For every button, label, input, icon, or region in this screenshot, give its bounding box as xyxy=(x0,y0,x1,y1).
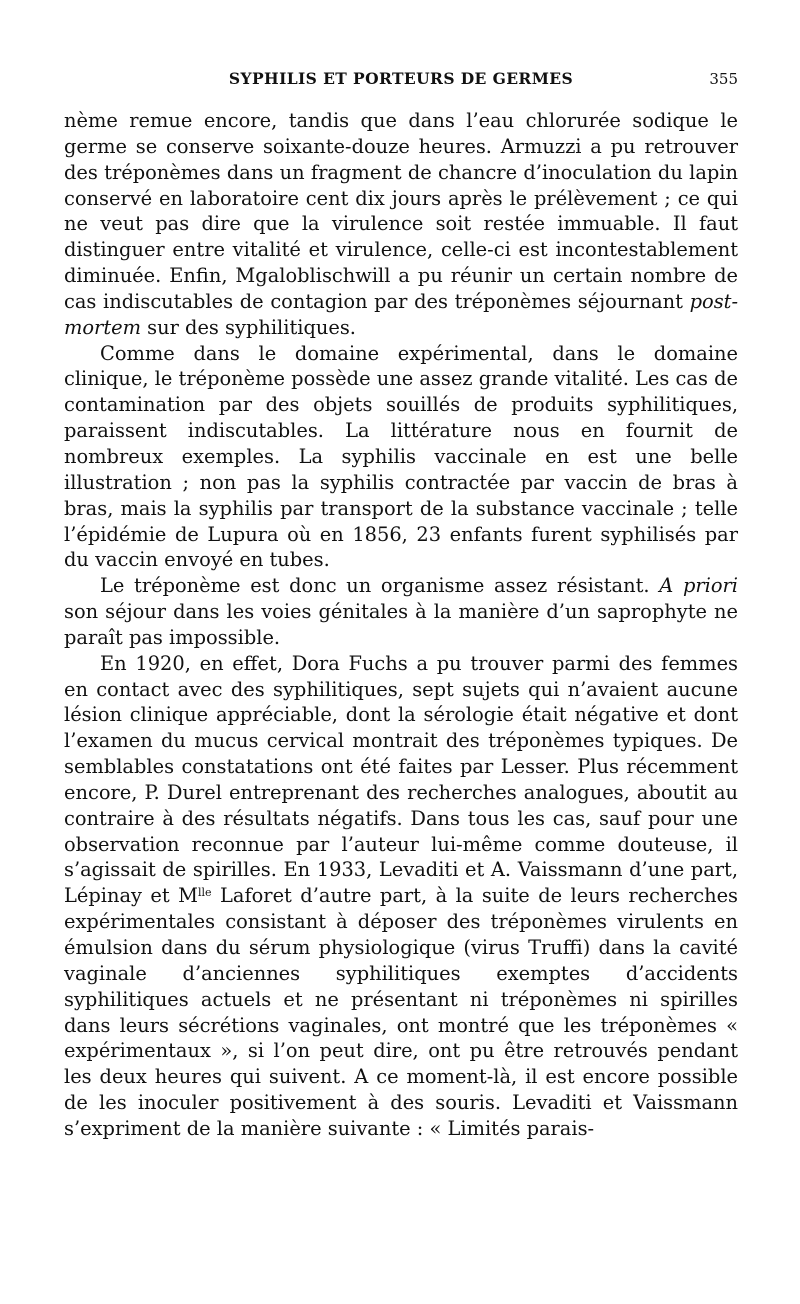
paragraph xyxy=(64,651,738,1142)
body-text xyxy=(64,108,738,1142)
text-run: nème remue encore, tandis que dans l’eau chlorurée sodique le germe se conserve soixante-douze heures. Armuzzi a pu retrouver des tréponèmes dans un fragment de chancre d’inoculation du lapin conservé en laboratoire cent dix jours après le prélèvement ; ce qui ne veut pas dire que la virulence soit restée immuable. Il faut distinguer entre vitalité et virulence, celle-ci est incontestablement diminuée. Enfin, Mgaloblischwill a pu réunir un certain nombre de cas indiscutables de contagion par des tréponèmes séjournant xyxy=(64,109,738,313)
text-run: Le tréponème est donc un organisme assez résistant. xyxy=(100,574,660,598)
text-run: son séjour dans les voies génitales à la manière d’un saprophyte ne paraît pas impossible. xyxy=(64,600,738,649)
text-run: sur des syphilitiques. xyxy=(141,315,356,339)
paragraph xyxy=(64,341,738,574)
running-head xyxy=(64,66,738,92)
superscript: lle xyxy=(198,886,212,900)
page-number: 355 xyxy=(709,70,738,88)
text-run: Comme dans le domaine expérimental, dans le domaine clinique, le tréponème possède une assez grande vitalité. Les cas de contamination par des objets souillés de produits syphilitiques, paraissent indiscutables. La littérature nous en fournit de nombreux exemples. La syphilis vaccinale en est une belle illustration ; non pas la syphilis contractée par vaccin de bras à bras, mais la syphilis par transport de la substance vaccinale ; telle l’épidémie de Lupura où en 1856, 23 enfants furent syphilisés par du vaccin envoyé en tubes. xyxy=(64,341,738,572)
italic-term: post-mortem xyxy=(64,289,738,339)
text-run: Laforet d’autre part, à la suite de leurs recherches expérimentales consistant à déposer des tréponèmes virulents en émulsion dans du sérum physiologique (virus Truffi) dans la cavité vaginale d’anciennes syphilitiques exemptes d’accidents syphilitiques actuels et ne présentant ni tréponèmes ni spirilles dans leurs sécrétions vaginales, ont montré que les tréponèmes « expérimentaux », si l’on peut dire, ont pu être retrouvés pendant les deux heures qui suivent. A ce moment-là, il est encore possible de les inoculer positivement à des souris. Levaditi et Vaissmann s’expriment de la manière suivante : « Limités parais- xyxy=(64,884,738,1140)
paragraph xyxy=(64,573,738,651)
text-run: En 1920, en effet, Dora Fuchs a pu trouver parmi des femmes en contact avec des syphilitiques, sept sujets qui n’avaient aucune lésion clinique appréciable, dont la sérologie était négative et dont l’examen du mucus cervical montrait des tréponèmes typiques. De semblables constatations ont été faites par Lesser. Plus récemment encore, P. Durel entreprenant des recherches analogues, aboutit au contraire à des résultats négatifs. Dans tous les cas, sauf pour une observation reconnue par l’auteur lui-même comme douteuse, il s’agissait de spirilles. En 1933, Levaditi et A. Vaissmann d’une part, Lépinay et M xyxy=(64,651,738,908)
italic-term: A priori xyxy=(659,574,738,598)
running-title: SYPHILIS ET PORTEURS DE GERMES xyxy=(228,69,574,88)
paragraph xyxy=(64,108,738,341)
